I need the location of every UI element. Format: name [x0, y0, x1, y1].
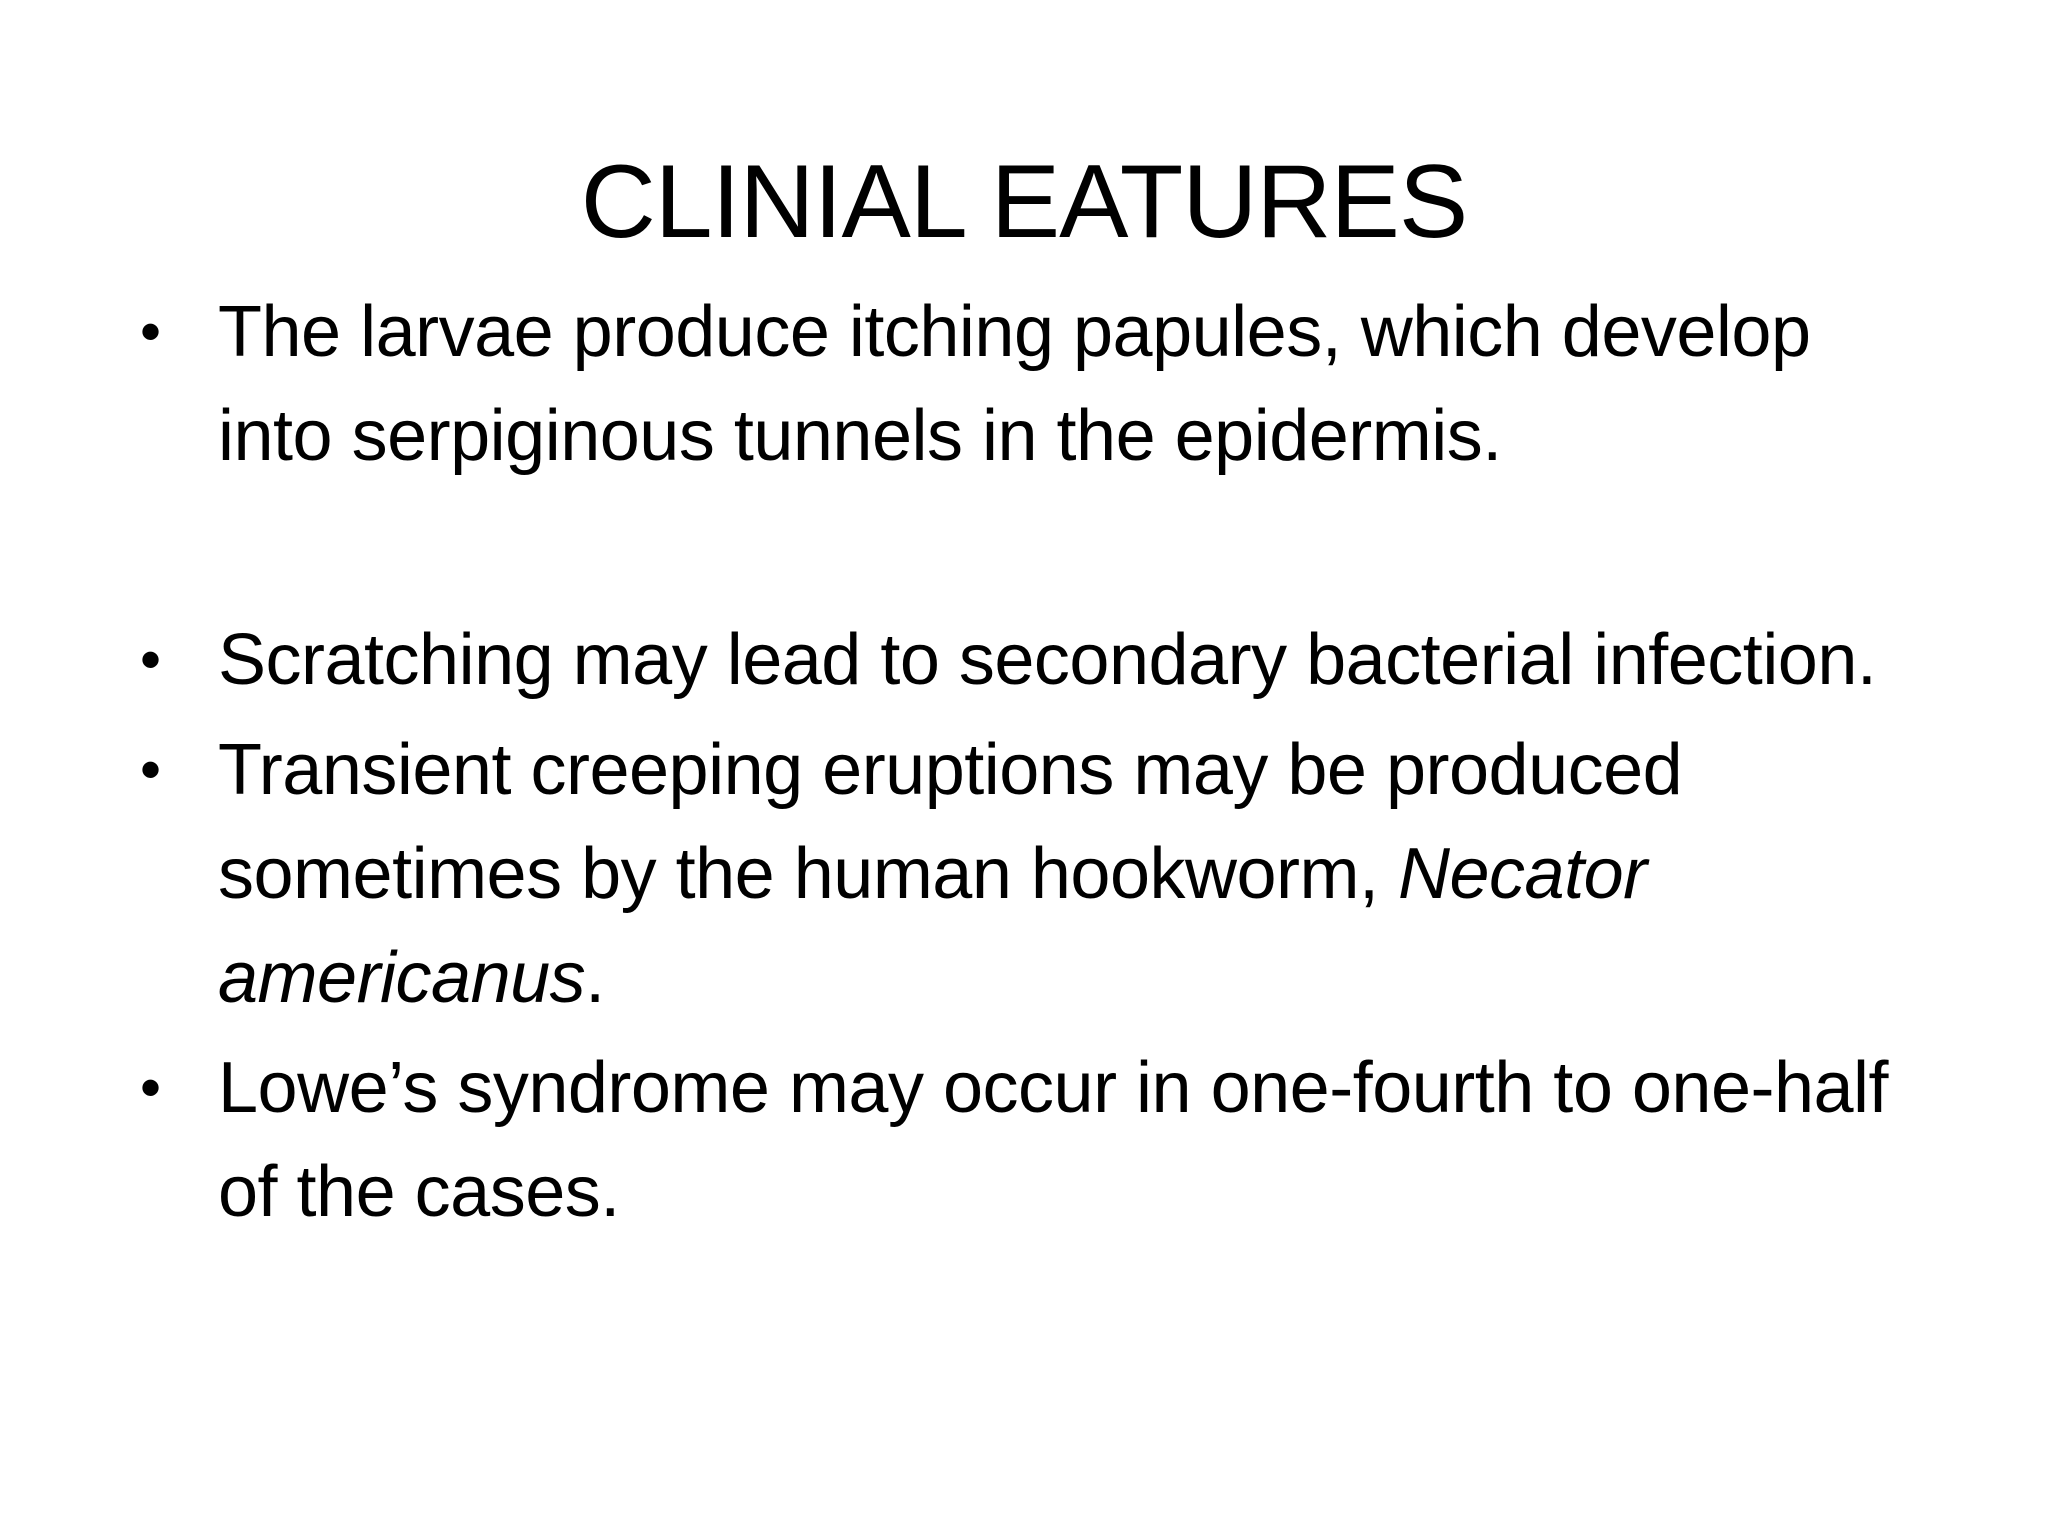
bullet-suffix: . — [585, 938, 605, 1018]
species-name: Necator americanus — [218, 834, 1647, 1018]
bullet-dot-icon: • — [140, 626, 161, 693]
bullet-text: Transient creeping eruptions may be produced sometimes by the human hookworm, — [218, 730, 1683, 914]
bullet-list — [140, 280, 1940, 1244]
bullet-item — [140, 1036, 1940, 1244]
bullet-item — [140, 280, 1940, 488]
bullet-text: Scratching may lead to secondary bacterial infection. — [218, 620, 1877, 700]
bullet-dot-icon: • — [140, 298, 161, 365]
bullet-dot-icon: • — [140, 736, 161, 803]
bullet-item — [140, 718, 1940, 1030]
bullet-text: The larvae produce itching papules, which develop into serpiginous tunnels in the epidermis. — [218, 292, 1811, 476]
bullet-item — [140, 608, 1940, 712]
bullet-text: Lowe’s syndrome may occur in one-fourth to one-half of the cases. — [218, 1048, 1889, 1232]
slide-title: CLINIAL EATURES — [580, 144, 1468, 260]
bullet-dot-icon: • — [140, 1054, 161, 1121]
